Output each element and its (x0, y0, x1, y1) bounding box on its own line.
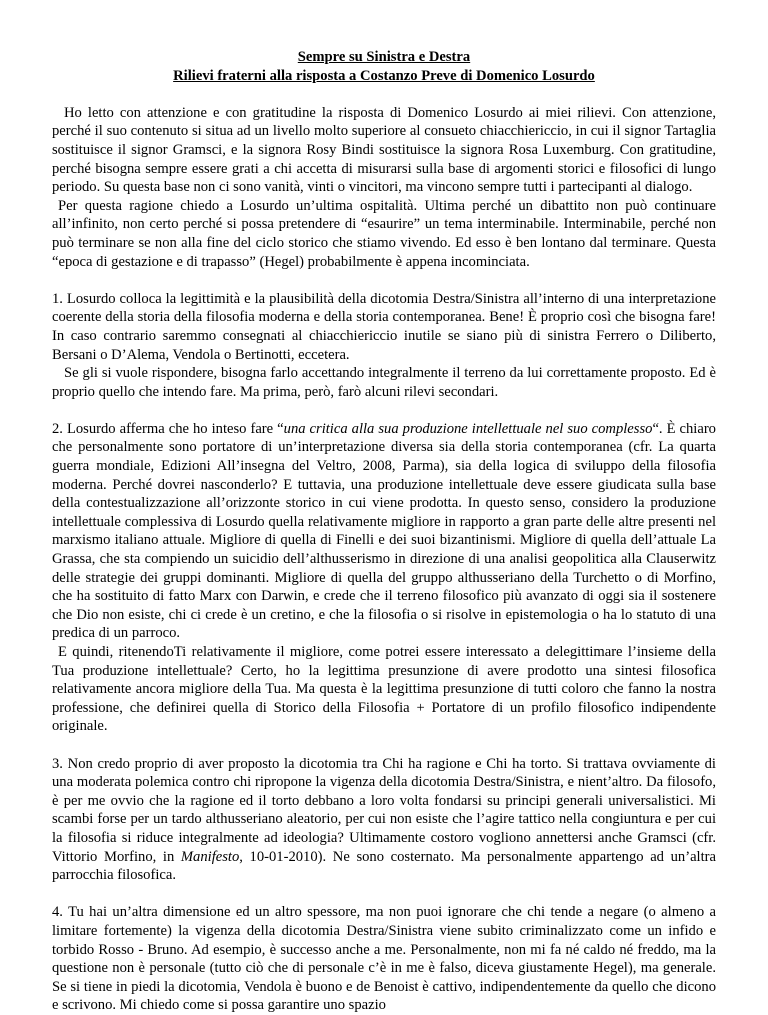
paragraph-point-4: 4. Tu hai un’altra dimensione ed un altro spessore, ma non puoi ignorare che chi tende a negare (o almeno a limitare fortemente) la vigenza della dicotomia Destra/Sinistra viene subito criminalizzato come un infido e torbido Rosso - Bruno. Ad esempio, è successo anche a me. Personalmente, non mi fa né caldo né freddo, ma la questione non è personale (tutto ciò che di personale c’è in me è falso, diceva giustamente Hegel), ma generale. Se si tiene in piedi la dicotomia, Vendola è buono e de Benoist è cattivo, indipendentemente da quello che dicono e scrivono. Mi chiedo come si possa garantire uno spazio (52, 904, 716, 1014)
title-spacer (52, 85, 716, 104)
document-page (52, 48, 716, 1015)
paragraph-ospitalita: Per questa ragione chiedo a Losurdo un’ultima ospitalità. Ultima perché un dibattito non può continuare all’infinito, non certo perché si possa pretendere di “esaurire” un tema interminabile. Interminabile, perché non può terminare se non alla fine del ciclo storico che stiamo vivendo. Ed esso è ben lontano dal terminare. Questa “epoca di gestazione e di trapasso” (Hegel) probabilmente è appena incominciata. (52, 197, 716, 270)
paragraph-point-2-followup: E quindi, ritenendoTi relativamente il migliore, come potrei essere interessato a delegittimare l’insieme della Tua produzione intellettuale? Certo, ho la legittima presunzione di avere prodotto una sintesi filosofica relativamente ancora migliore della Tua. Ma questa è la legittima presunzione di tutti coloro che fanno la nostra professione, che definirei quella di Storico della Filosofia + Portatore di un profilo filosofico indipendente originale. (52, 644, 716, 735)
paragraph-point-3 (52, 755, 716, 885)
document-title-line-2: Rilievi fraterni alla risposta a Costanzo Preve di Domenico Losurdo (173, 67, 595, 84)
paragraph-point-2-quote: una critica alla sua produzione intellettuale nel suo complesso (283, 420, 653, 437)
paragraph-point-2 (52, 420, 716, 643)
paragraph-point-3-start: 3. Non credo proprio di aver proposto la dicotomia tra Chi ha ragione e Chi ha torto. Si trattava ovviamente di una moderata polemica contro chi ripropone la vigenza della dicotomia Destra/Sinistra, e nient’altro. Da filosofo, è per me ovvio che la ragione ed il torto debbano a loro volta fondarsi su principi generali universalistici. Mi scambi forse per un tardo althusseriano aleatorio, per cui non esiste che l’agire tattico nella congiuntura e per cui la filosofia si riduce integralmente ad ideologia? Ultimamente costoro vogliono annettersi anche Gramsci (cfr. Vittorio Morfino, in (52, 755, 716, 865)
paragraph-point-3-source: Manifesto (180, 848, 240, 865)
document-title-line-1: Sempre su Sinistra e Destra (297, 49, 471, 65)
paragraph-point-3-rest: , 10-01-2010). Ne sono costernato. Ma personalmente appartengo ad un’altra parrocchia filosofica. (52, 848, 716, 884)
paragraph-intro: Ho letto con attenzione e con gratitudine la risposta di Domenico Losurdo ai miei rilievi. Con attenzione, perché il suo contenuto si situa ad un livello molto superiore al consueto chiacchiericcio, in cui il signor Tartaglia sostituisce il signor Gramsci, e la signora Rosy Bindi sostituisce la signora Rosa Luxemburg. Con gratitudine, perché bisogna sempre essere grati a chi accetta di misurarsi sulla base di argomenti storici e filosofici di lungo periodo. Su questa base non ci sono vanità, vinti o vincitori, ma vincono sempre tutti i partecipanti al dialogo. (52, 104, 716, 196)
paragraph-point-2-rest: “. È chiaro che personalmente sono portatore di un’interpretazione diversa sia della storia contemporanea (cfr. La quarta guerra mondiale, Edizioni All’insegna del Veltro, 2008, Parma), sia della logica di sviluppo della filosofia moderna. Perché dovrei nasconderlo? E tuttavia, una produzione intellettuale deve essere giudicata sulla base della contestualizzazione all’orizzonte storico in cui viene prodotta. In questo senso, considero la produzione intellettuale complessiva di Losurdo quella relativamente migliore in rapporto a gran parte delle altre presenti nel marxismo italiano attuale. Migliore di quella di Finelli e dei suoi bizantinismi. Migliore di quella dell’attuale La Grassa, che sta compiendo un suicidio dell’althusserismo in direzione di una analisi geopolitica alla Clauserwitz delle strategie dei gruppi dominanti. Migliore di quella del gruppo althusseriano della Turchetto o di Morfino, che ha sostituito di fatto Marx con Darwin, e crede che il terreno filosofico più avanzato di oggi sia il sostenere che Dio non esiste, chi ci crede è un cretino, e che la filosofia o si risolve in epistemologia o ha lo statuto di una predica di un parroco. (52, 420, 716, 642)
paragraph-point-1-followup: Se gli si vuole rispondere, bisogna farlo accettando integralmente il terreno da lui correttamente proposto. Ed è proprio quello che intendo fare. Ma prima, però, farò alcuni rilevi secondari. (52, 365, 716, 400)
paragraph-point-2-start: 2. Losurdo afferma che ho inteso fare “ (52, 420, 284, 437)
paragraph-point-1: 1. Losurdo colloca la legittimità e la plausibilità della dicotomia Destra/Sinistra all’interno di una interpretazione coerente della storia della filosofia moderna e della storia contemporanea. Bene! È proprio così che bisogna fare! In caso contrario saremmo consegnati al chiacchiericcio inutile se siano più di sinistra Ferrero o Diliberto, Bersani o D’Alema, Vendola o Bertinotti, eccetera. (52, 290, 716, 363)
